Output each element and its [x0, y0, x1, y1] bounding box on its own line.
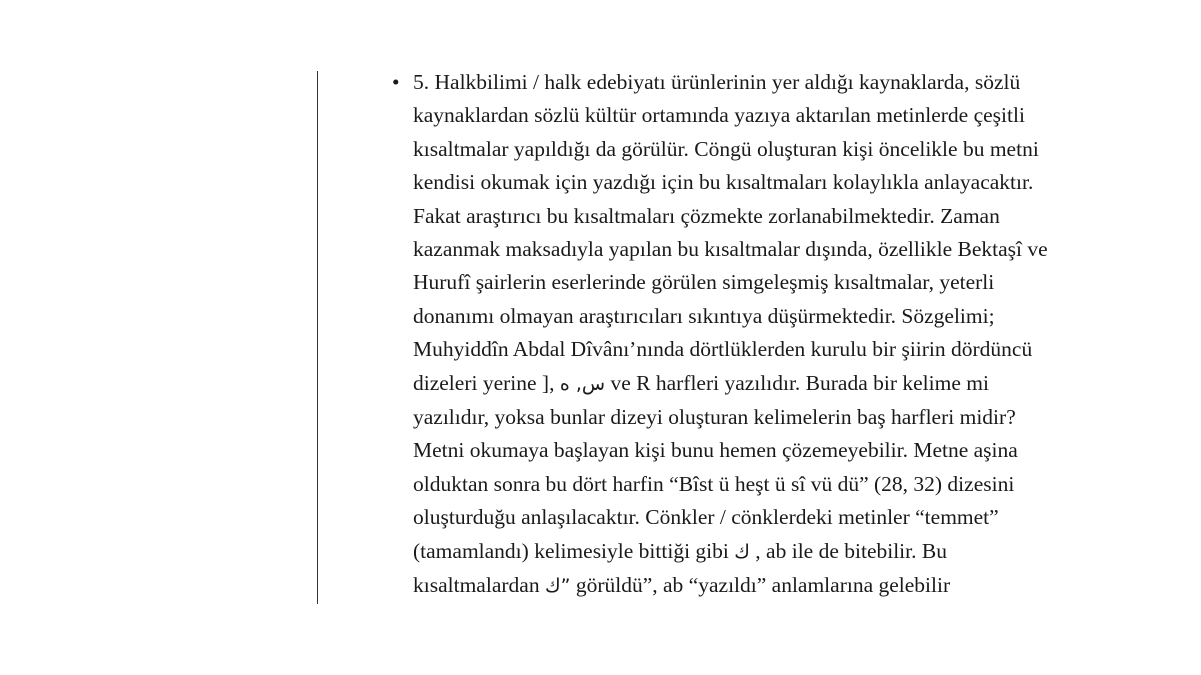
arabic-letter: ك — [734, 540, 750, 563]
paragraph-line-with-arabic — [413, 367, 1112, 401]
paragraph-line: Hurufî şairlerin eserlerinde görülen simgeleşmiş kısaltmalar, yeterli — [413, 270, 995, 295]
paragraph-line: kendisi okumak için yazdığı için bu kısaltmaları kolaylıkla anlayacaktır. — [413, 170, 1034, 195]
paragraph-line: kısaltmalar yapıldığı da görülür. Cöngü oluşturan kişi öncelikle bu metni — [413, 136, 1039, 161]
paragraph-line: kaynaklardan sözlü kültür ortamında yazıya aktarılan metinlerde çeşitli — [413, 103, 1025, 128]
bullet-paragraph — [392, 66, 1112, 604]
paragraph-line-with-arabic — [413, 569, 1112, 603]
arabic-letters: س, ه — [559, 372, 606, 395]
text-segment: dizeleri yerine ], — [413, 370, 560, 395]
vertical-divider-line — [317, 71, 318, 604]
arabic-letter: ك” — [544, 575, 571, 598]
paragraph-line: oluşturduğu anlaşılacaktır. Cönkler / cönklerdeki metinler “temmet” — [413, 505, 999, 530]
slide-content — [392, 66, 1112, 604]
paragraph-line: 5. Halkbilimi / halk edebiyatı ürünlerinin yer aldığı kaynaklarda, sözlü — [413, 70, 1021, 94]
text-segment: ve R harfleri yazılıdır. Burada bir kelime mi — [605, 370, 989, 395]
paragraph-line: yazılıdır, yoksa bunlar dizeyi oluşturan kelimelerin baş harfleri midir? — [413, 405, 1016, 430]
text-segment: görüldü”, ab “yazıldı” anlamlarına gelebilir — [570, 573, 951, 598]
paragraph-line: Metni okumaya başlayan kişi bunu hemen çözemeyebilir. Metne aşina — [413, 438, 1018, 463]
bullet-dot: • — [392, 70, 400, 94]
paragraph-line: donanımı olmayan araştırıcıları sıkıntıya düşürmektedir. Sözgelimi; — [413, 303, 995, 328]
text-segment: (tamamlandı) kelimesiyle bittiği gibi — [413, 538, 735, 563]
paragraph-line-with-arabic — [413, 535, 1112, 569]
paragraph-line: olduktan sonra bu dört harfin “Bîst ü heşt ü sî vü dü” (28, 32) dizesini — [413, 471, 1015, 496]
paragraph-line: kazanmak maksadıyla yapılan bu kısaltmalar dışında, özellikle Bektaşî ve — [413, 237, 1048, 262]
bullet-list — [392, 66, 1112, 604]
text-segment: kısaltmalardan — [413, 573, 545, 598]
text-segment: , ab ile de bitebilir. Bu — [749, 538, 947, 563]
paragraph-line: Muhyiddîn Abdal Dîvânı’nında dörtlüklerden kurulu bir şiirin dördüncü — [413, 337, 1033, 362]
paragraph-line: Fakat araştırıcı bu kısaltmaları çözmekte zorlanabilmektedir. Zaman — [413, 203, 1000, 228]
